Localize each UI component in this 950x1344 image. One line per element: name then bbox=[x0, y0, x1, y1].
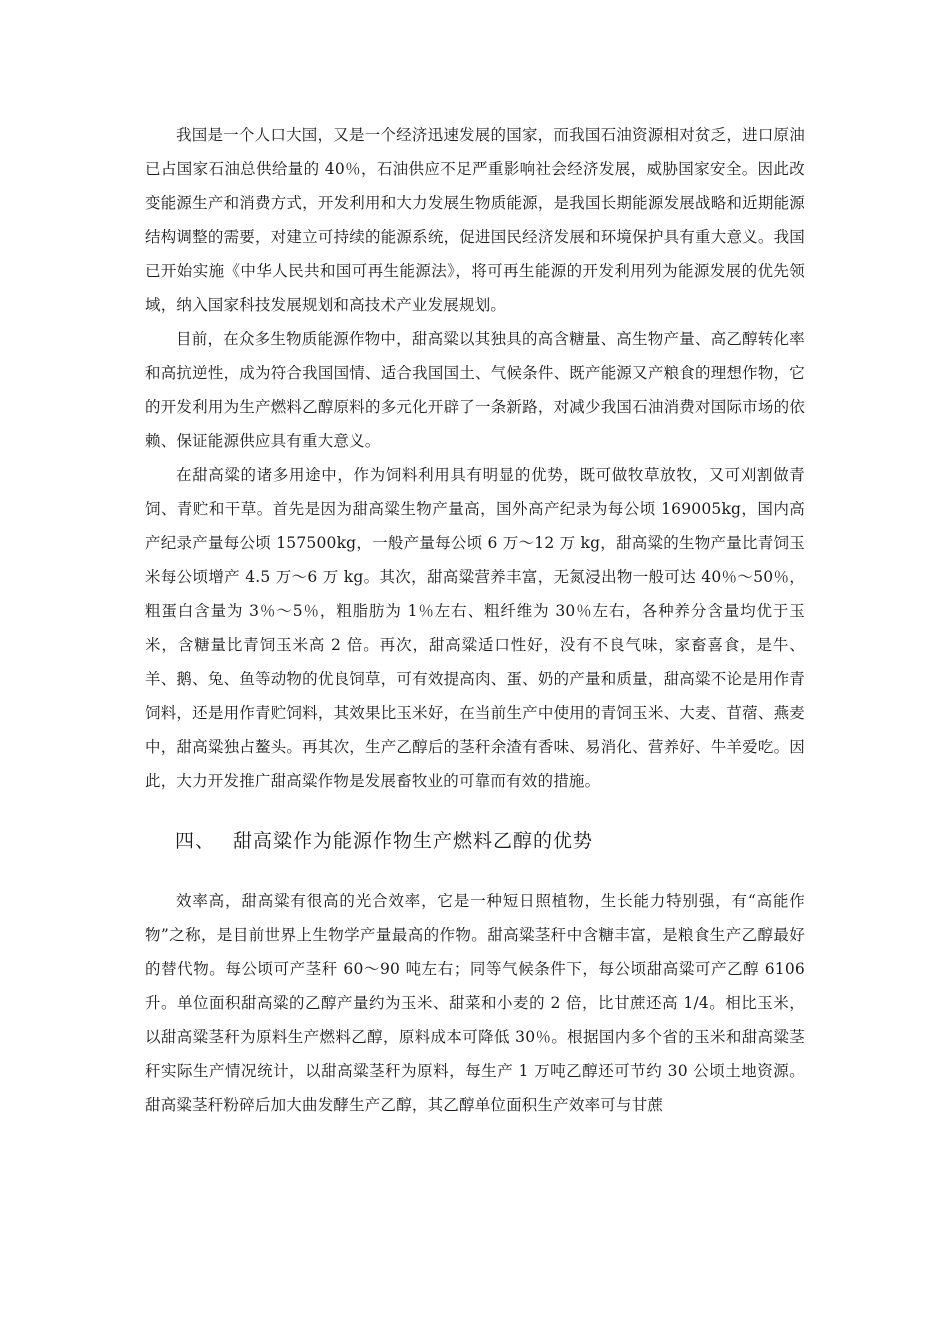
paragraph-feed-advantages: 在甜高粱的诸多用途中，作为饲料利用具有明显的优势，既可做牧草放牧，又可刈割做青饲、青贮和干草。首先是因为甜高粱生物产量高，国外高产纪录为每公顷 169005kg，国内高产纪录产量每公顷 157500kg，一般产量每公顷 6 万～12 万 kg，甜高粱的生物产量比青饲玉米每公顷增产 4.5 万～6 万 kg。其次，甜高粱营养丰富，无氮浸出物一般可达 40％～50％，粗蛋白含量为 3％～5％，粗脂肪为 1％左右、粗纤维为 30％左右，各种养分含量均优于玉米，含糖量比青饲玉米高 2 倍。再次，甜高粱适口性好，没有不良气味，家畜喜食，是牛、羊、鹅、兔、鱼等动物的优良饲草，可有效提高肉、蛋、奶的产量和质量，甜高粱不论是用作青饲料，还是用作青贮饲料，其效果比玉米好，在当前生产中使用的青饲玉米、大麦、苜蓿、燕麦中，甜高粱独占鳌头。再其次，生产乙醇后的茎秆余渣有香味、易消化、营养好、牛羊爱吃。因此，大力开发推广甜高粱作物是发展畜牧业的可靠而有效的措施。 bbox=[145, 466, 805, 790]
document-page bbox=[145, 118, 805, 1122]
paragraph-sweet-sorghum-ideal-crop: 目前，在众多生物质能源作物中，甜高粱以其独具的高含糖量、高生物产量、高乙醇转化率和高抗逆性，成为符合我国国情、适合我国国土、气候条件、既产能源又产粮食的理想作物，它的开发利用为生产燃料乙醇原料的多元化开辟了一条新路，对减少我国石油消费对国际市场的依赖、保证能源供应具有重大意义。 bbox=[145, 330, 805, 450]
section-heading bbox=[175, 824, 805, 858]
paragraph-efficiency: 效率高，甜高粱有很高的光合效率，它是一种短日照植物，生长能力特别强，有“高能作物”之称，是目前世界上生物学产量最高的作物。甜高粱茎秆中含糖丰富，是粮食生产乙醇最好的替代物。每公顷可产茎秆 60～90 吨左右；同等气候条件下，每公顷甜高粱可产乙醇 6106 升。单位面积甜高粱的乙醇产量约为玉米、甜菜和小麦的 2 倍，比甘蔗还高 1/4。相比玉米，以甜高粱茎秆为原料生产燃料乙醇，原料成本可降低 30％。根据国内多个省的玉米和甜高粱茎秆实际生产情况统计，以甜高粱茎秆为原料，每生产 1 万吨乙醇还可节约 30 公顷土地资源。甜高粱茎秆粉碎后加大曲发酵生产乙醇，其乙醇单位面积生产效率可与甘蔗 bbox=[145, 892, 805, 1114]
section-number: 四、 bbox=[175, 830, 216, 852]
paragraph-energy-security: 我国是一个人口大国，又是一个经济迅速发展的国家，而我国石油资源相对贫乏，进口原油已占国家石油总供给量的 40％，石油供应不足严重影响社会经济发展，威胁国家安全。因此改变能源生产和消费方式，开发利用和大力发展生物质能源，是我国长期能源发展战略和近期能源结构调整的需要，对建立可持续的能源系统，促进国民经济发展和环境保护具有重大意义。我国已开始实施《中华人民共和国可再生能源法》，将可再生能源的开发利用列为能源发展的优先领域，纳入国家科技发展规划和高技术产业发展规划。 bbox=[145, 126, 805, 314]
section-title: 甜高粱作为能源作物生产燃料乙醇的优势 bbox=[233, 830, 594, 852]
